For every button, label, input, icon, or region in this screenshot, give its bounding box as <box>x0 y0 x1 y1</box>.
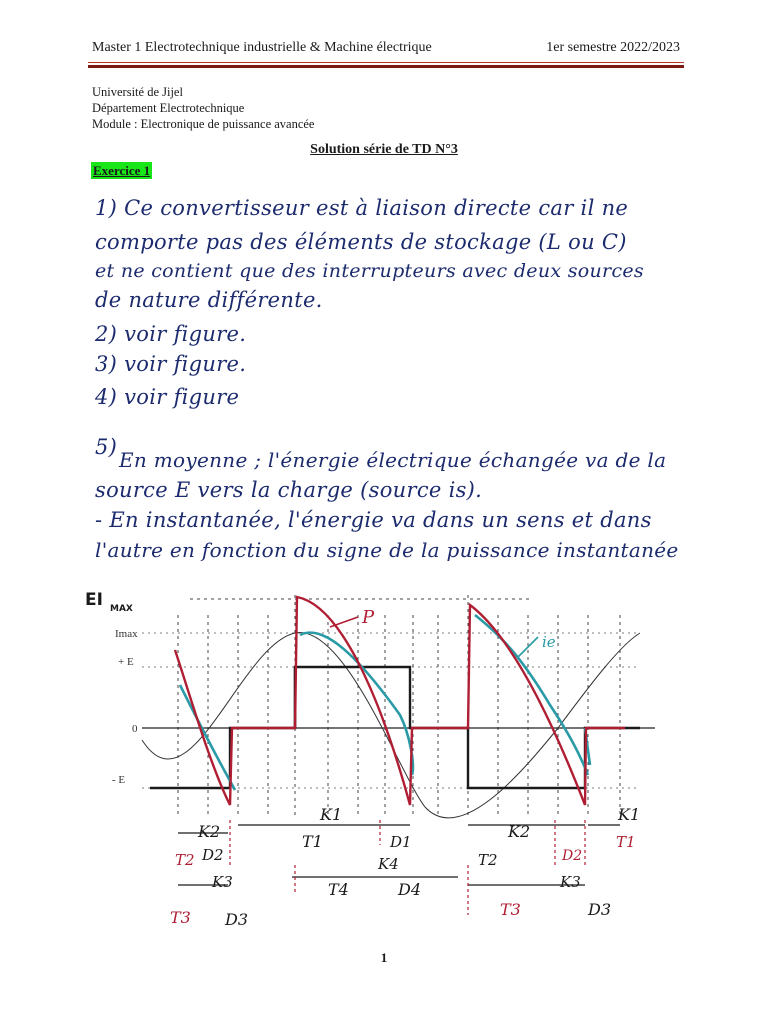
imax-label: Imax <box>115 628 138 640</box>
interval-label: K2 <box>508 822 531 841</box>
answer-line: En moyenne ; l'énergie électrique échangée va de la <box>119 448 667 472</box>
waveform-svg <box>80 575 685 945</box>
interval-label: D2 <box>562 848 583 864</box>
answer-line: source E vers la charge (source is). <box>95 478 483 502</box>
page-number: 1 <box>380 950 388 965</box>
answer-line: 1) Ce convertisseur est à liaison directe car il ne <box>95 196 629 220</box>
interval-label: D2 <box>202 846 224 864</box>
header-course: Master 1 Electrotechnique industrielle & Machine électrique <box>92 40 432 55</box>
minus-e-label: - E <box>112 774 126 786</box>
header-rule-thin <box>88 62 684 63</box>
interval-label: K3 <box>560 873 581 891</box>
interval-label: D1 <box>390 833 412 851</box>
interval-label: D3 <box>225 910 249 929</box>
module-name: Module : Electronique de puissance avancée <box>92 117 315 131</box>
running-header <box>92 40 680 62</box>
interval-label: T3 <box>500 900 521 919</box>
interval-label: T1 <box>302 832 323 851</box>
answer-line: 5) <box>95 435 118 459</box>
power-label: P <box>362 607 375 628</box>
answer-line: comporte pas des éléments de stockage (L ou C) <box>95 230 627 254</box>
answer-line: l'autre en fonction du signe de la puissance instantanée <box>95 538 679 562</box>
department-name: Département Electrotechnique <box>92 101 245 115</box>
answer-line: 3) voir figure. <box>95 352 247 376</box>
interval-label: K3 <box>212 873 233 891</box>
interval-label: T2 <box>478 851 498 869</box>
interval-label: T4 <box>328 880 349 899</box>
current-trace <box>475 615 588 775</box>
power-pointer <box>330 617 358 627</box>
ei-max-sub: MAX <box>110 604 133 614</box>
interval-label: T2 <box>175 851 195 869</box>
answer-line: 4) voir figure <box>95 385 240 409</box>
document-title: Solution série de TD N°3 <box>310 142 458 157</box>
answer-line: 2) voir figure. <box>95 322 247 346</box>
interval-label: D3 <box>588 900 612 919</box>
interval-label: T3 <box>170 908 191 927</box>
interval-label: K1 <box>618 805 641 824</box>
interval-label: D4 <box>398 880 422 899</box>
header-rule-thick <box>88 65 684 68</box>
zero-label: 0 <box>132 723 138 735</box>
answer-line: et ne contient que des interrupteurs avec deux sources <box>95 260 644 282</box>
exercise-label: Exercice 1 <box>93 163 151 178</box>
answer-line: - En instantanée, l'énergie va dans un sens et dans <box>95 508 652 532</box>
ei-max-label: EI <box>85 590 103 610</box>
current-pointer <box>518 637 538 657</box>
plus-e-label: + E <box>118 656 134 668</box>
interval-label: K4 <box>378 855 399 873</box>
header-semester: 1er semestre 2022/2023 <box>546 40 680 55</box>
grid-lines <box>178 595 620 815</box>
interval-label: K2 <box>198 822 221 841</box>
university-name: Université de Jijel <box>92 85 183 99</box>
answer-line: de nature différente. <box>95 288 323 312</box>
sine-curve <box>142 633 640 818</box>
current-label: ie <box>542 633 556 651</box>
interval-label: T1 <box>616 833 636 851</box>
institution-block <box>92 84 314 132</box>
interval-label: K1 <box>320 805 343 824</box>
waveform-figure <box>80 575 685 945</box>
